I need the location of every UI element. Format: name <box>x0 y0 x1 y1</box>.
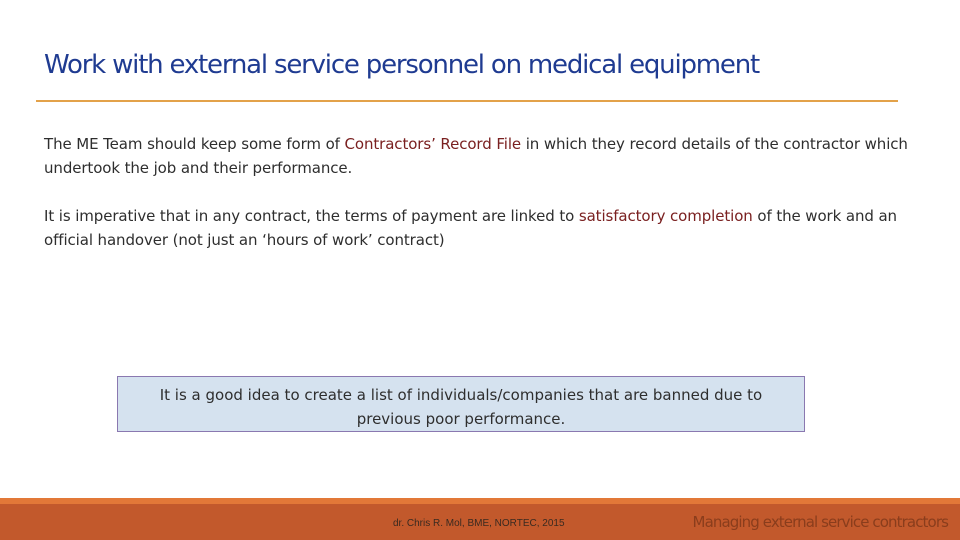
footer-author-credit: dr. Chris R. Mol, BME, NORTEC, 2015 <box>393 518 565 529</box>
banned-list-callout: It is a good idea to create a list of individuals/companies that are banned due to previous poor performance. <box>117 376 805 432</box>
paragraph-text: in which they record details of the contractor which undertook the job and their performance. <box>44 135 908 177</box>
slide-title: Work with external service personnel on medical equipment <box>44 50 759 80</box>
contractors-record-paragraph <box>44 132 924 180</box>
title-underline <box>36 100 898 102</box>
paragraph-text: It is imperative that in any contract, the terms of payment are linked to <box>44 207 579 225</box>
highlighted-term: satisfactory completion <box>578 207 753 225</box>
payment-terms-paragraph <box>44 204 924 252</box>
highlighted-term: Contractors’ Record File <box>344 135 522 153</box>
footer-presentation-subject: Managing external service contractors <box>692 513 948 531</box>
paragraph-text: The ME Team should keep some form of <box>44 135 345 153</box>
paragraph-text: of the work and an official handover (not just an ‘hours of work’ contract) <box>44 207 897 249</box>
